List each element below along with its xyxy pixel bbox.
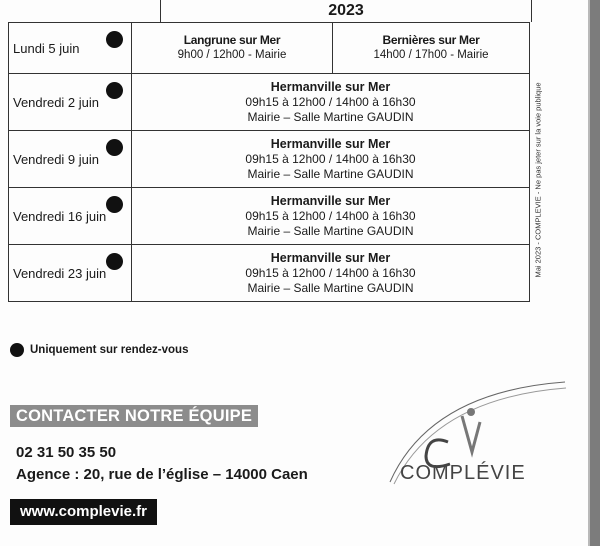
website-link[interactable]: www.complevie.fr [10,499,157,525]
appointment-dot-icon [106,82,123,99]
event-hours: 09h15 à 12h00 / 14h00 à 16h30 [245,208,416,223]
event-place: Mairie – Salle Martine GAUDIN [247,166,414,181]
event-title: Hermanville sur Mer [270,193,391,208]
event-title: Hermanville sur Mer [270,79,391,94]
legend-text: Uniquement sur rendez-vous [30,344,189,356]
event-hours: 09h15 à 12h00 / 14h00 à 16h30 [245,94,416,109]
event-place: Mairie – Salle Martine GAUDIN [247,109,414,124]
date-cell [9,23,132,74]
event-title: Hermanville sur Mer [270,136,391,151]
date-label: Vendredi 16 juin [13,208,107,224]
date-cell [9,188,132,245]
event-cell [132,131,530,188]
event-title: Bernières sur Mer [382,33,480,47]
date-label: Vendredi 23 juin [13,265,107,281]
event-place: Mairie – Salle Martine GAUDIN [247,223,414,238]
appointment-dot-icon [106,139,123,156]
event-title: Langrune sur Mer [183,33,281,47]
appointment-dot-icon [106,253,123,270]
date-cell [9,74,132,131]
date-label: Lundi 5 juin [13,40,80,56]
event-hours: 09h15 à 12h00 / 14h00 à 16h30 [245,265,416,280]
date-cell [9,131,132,188]
date-label: Vendredi 9 juin [13,151,100,167]
event-cell-langrune [132,23,333,74]
agency-address: Agence : 20, rue de l’église – 14000 Caen [16,466,308,483]
table-row [9,188,530,245]
phone-number[interactable]: 02 31 50 35 50 [16,444,117,461]
side-note [529,70,547,290]
appointment-dot-icon [106,31,123,48]
event-cell [132,74,530,131]
event-place: Mairie – Salle Martine GAUDIN [247,280,414,295]
appointment-dot-icon [10,343,24,357]
event-cell [132,188,530,245]
event-hours: 14h00 / 17h00 - Mairie [373,49,489,61]
table-row [9,131,530,188]
contact-heading: CONTACTER NOTRE ÉQUIPE [10,405,258,427]
schedule-table [8,22,530,302]
event-hours: 09h15 à 12h00 / 14h00 à 16h30 [245,151,416,166]
event-hours: 9h00 / 12h00 - Mairie [177,49,287,61]
date-label: Vendredi 2 juin [13,94,100,110]
appointment-dot-icon [106,196,123,213]
table-row [9,74,530,131]
date-cell [9,245,132,302]
side-note-text: Mai 2023 - COMPLEVIE - Ne pas jeter sur la voie publique [533,82,543,278]
table-row [9,23,530,74]
scan-edge [590,0,600,546]
legend [10,343,188,357]
logo-wordmark: COMPLÉVIE [400,462,526,484]
event-title: Hermanville sur Mer [270,250,391,265]
schedule-year: 2023 [160,0,532,22]
event-cell [132,245,530,302]
event-cell-bernieres [333,23,530,74]
table-row [9,245,530,302]
